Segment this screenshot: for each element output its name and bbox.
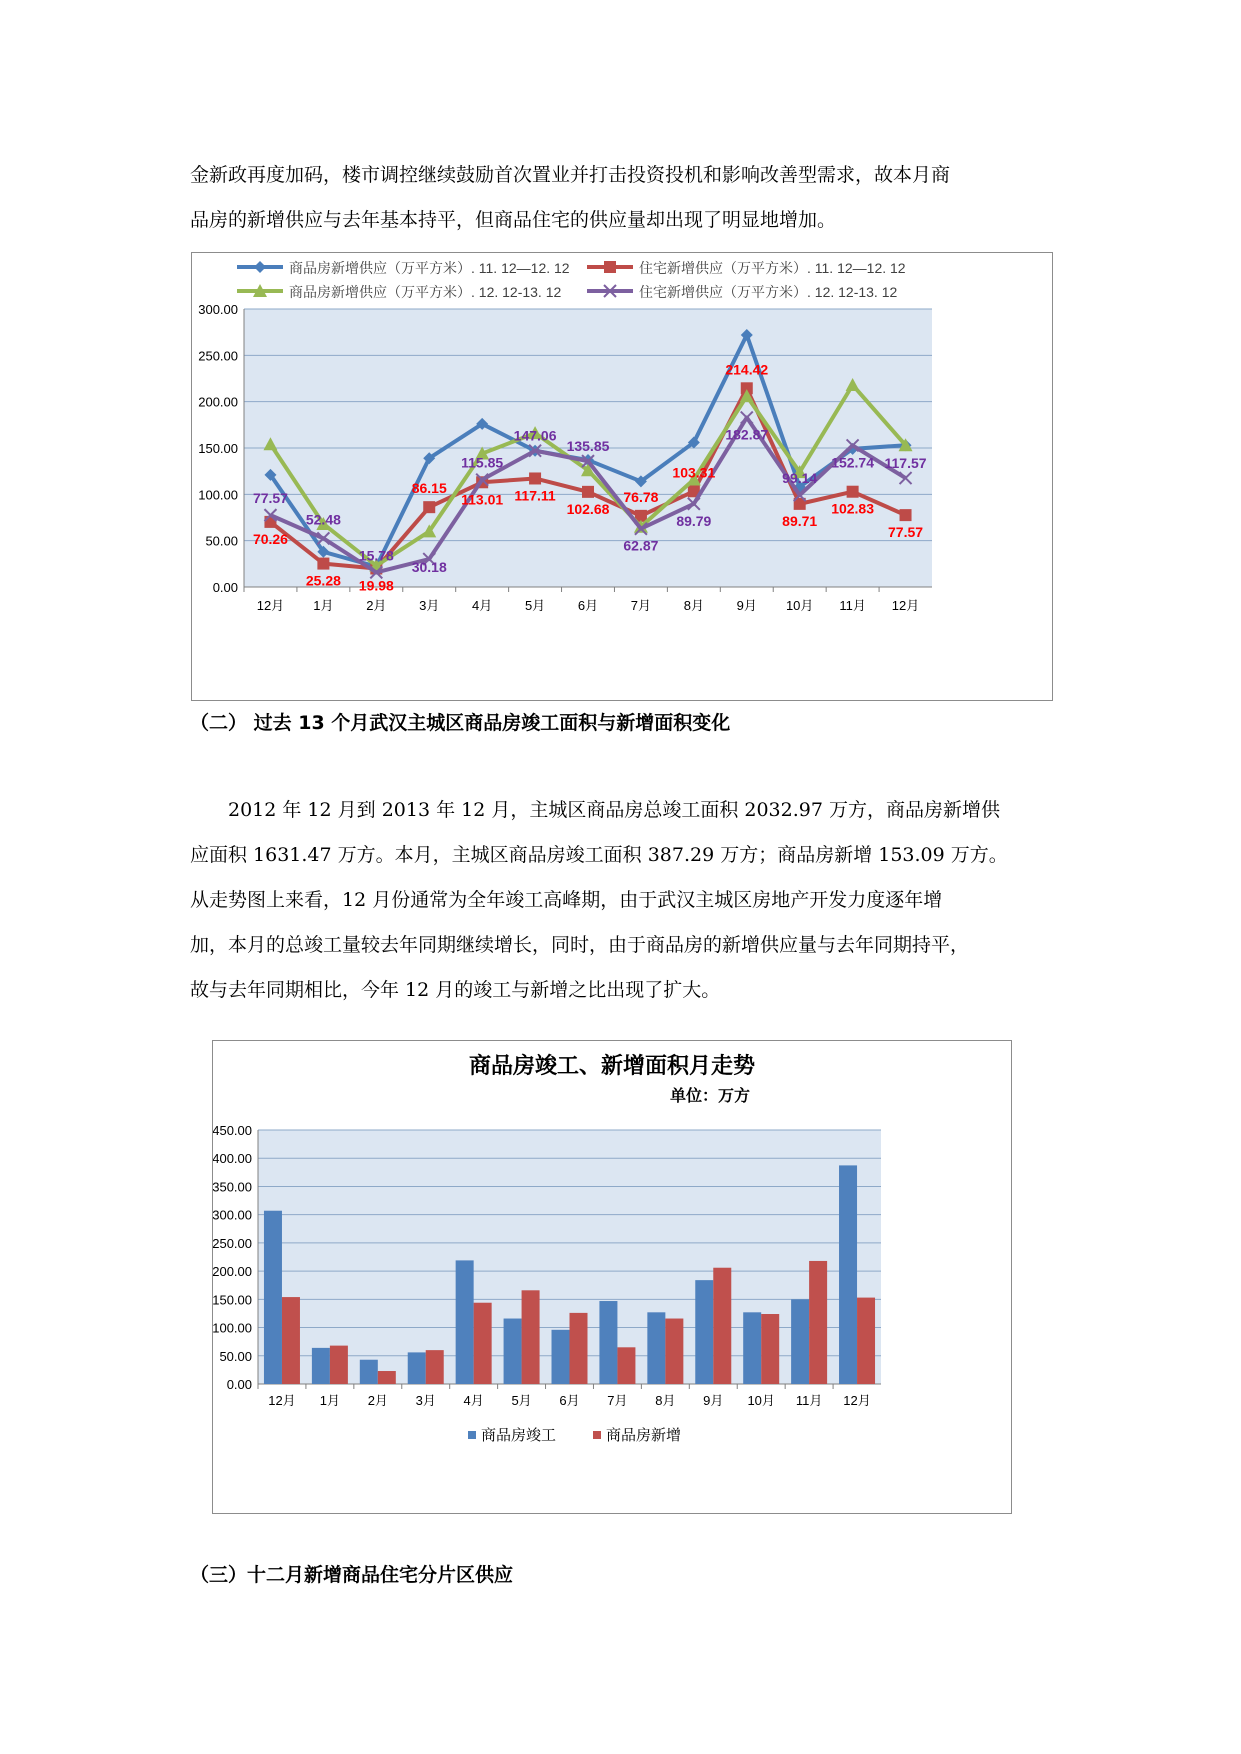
legend-marker (604, 261, 616, 273)
legend-item (237, 284, 562, 300)
legend-item (587, 260, 906, 276)
x-tick-label: 8月 (655, 1393, 676, 1408)
bar (839, 1165, 857, 1384)
data-label: 113.01 (461, 491, 504, 508)
y-tick-label: 100.00 (213, 1320, 252, 1336)
bar (552, 1330, 570, 1384)
data-label: 103.31 (672, 464, 716, 481)
body-line-1: 2012 年 12 月到 2013 年 12 月，主城区商品房总竣工面积 2032.97 万方，商品房新增供 (228, 799, 1000, 821)
y-tick-label: 400.00 (213, 1151, 252, 1167)
bar (408, 1352, 426, 1384)
y-tick-label: 200.00 (198, 394, 238, 410)
data-label: 99.14 (782, 470, 818, 487)
data-label: 214.42 (725, 361, 769, 378)
body-line-4: 加，本月的总竣工量较去年同期继续增长，同时，由于商品房的新增供应量与去年同期持平， (190, 934, 970, 956)
legend-item (468, 1427, 556, 1444)
data-label: 19.98 (358, 577, 394, 594)
legend-item (587, 284, 898, 300)
bar (857, 1298, 875, 1384)
data-point (847, 486, 859, 498)
y-tick-label: 0.00 (226, 1377, 252, 1392)
legend-marker (254, 261, 266, 273)
data-label: 70.26 (252, 530, 288, 547)
x-tick-label: 11月 (839, 598, 866, 613)
data-label: 76.78 (623, 488, 659, 505)
bar (809, 1261, 827, 1384)
legend-label: 商品房新增供应（万平方米）. 11. 12—12. 12 (289, 260, 570, 276)
bar (617, 1347, 635, 1384)
data-label: 77.57 (252, 490, 288, 507)
data-label: 86.15 (411, 480, 447, 497)
data-label: 25.28 (305, 572, 341, 589)
data-label: 52.48 (305, 511, 341, 528)
x-tick-label: 6月 (577, 598, 599, 613)
legend-label: 住宅新增供应（万平方米）. 12. 12-13. 12 (639, 284, 898, 300)
x-tick-label: 1月 (313, 598, 334, 613)
data-label: 152.74 (831, 454, 875, 471)
data-label: 102.83 (831, 500, 875, 517)
x-tick-label: 9月 (736, 598, 757, 613)
bar (665, 1319, 683, 1384)
x-tick-label: 4月 (472, 598, 493, 613)
x-tick-label: 12月 (891, 598, 920, 613)
legend-label: 商品房新增供应（万平方米）. 12. 12-13. 12 (289, 284, 562, 300)
data-label: 89.79 (676, 512, 712, 529)
data-label: 117.11 (514, 487, 556, 504)
bar (330, 1346, 348, 1384)
x-tick-label: 9月 (703, 1393, 724, 1408)
data-label: 117.57 (884, 455, 927, 472)
y-tick-label: 250.00 (213, 1235, 252, 1251)
y-tick-label: 450.00 (213, 1123, 252, 1138)
y-tick-label: 50.00 (205, 533, 238, 549)
x-tick-label: 2月 (367, 1393, 388, 1408)
y-tick-label: 50.00 (219, 1348, 252, 1364)
intro-line-2: 品房的新增供应与去年基本持平，但商品住宅的供应量却出现了明显地增加。 (190, 209, 837, 231)
bar (522, 1290, 540, 1384)
x-tick-label: 7月 (607, 1393, 628, 1408)
body-line-2: 应面积 1631.47 万方。本月，主城区商品房竣工面积 387.29 万方；商品房新增 153.09 万方。 (190, 844, 1008, 866)
legend-label: 商品房竣工 (481, 1427, 557, 1444)
body-line-5: 故与去年同期相比，今年 12 月的竣工与新增之比出现了扩大。 (190, 979, 721, 1001)
bar (743, 1312, 761, 1384)
y-tick-label: 200.00 (213, 1264, 252, 1280)
legend-label: 住宅新增供应（万平方米）. 11. 12—12. 12 (639, 260, 906, 276)
bar (474, 1303, 492, 1384)
bar (426, 1350, 444, 1384)
bar (312, 1348, 330, 1384)
data-label: 147.06 (513, 427, 557, 444)
bar (713, 1268, 731, 1384)
bar (647, 1312, 665, 1384)
x-tick-label: 5月 (511, 1393, 532, 1408)
completion-bar-chart (212, 1040, 1012, 1514)
intro-line-1: 金新政再度加码，楼市调控继续鼓励首次置业并打击投资投机和影响改善型需求，故本月商 (190, 164, 951, 186)
x-tick-label: 1月 (319, 1393, 341, 1408)
x-tick-label: 10月 (785, 598, 814, 613)
bar (695, 1280, 713, 1384)
data-label: 15.78 (358, 547, 394, 564)
x-tick-label: 12月 (268, 1393, 296, 1408)
bar (264, 1211, 282, 1384)
bar (456, 1260, 474, 1384)
y-tick-label: 150.00 (213, 1292, 252, 1308)
y-tick-label: 100.00 (198, 487, 238, 503)
y-tick-label: 300.00 (213, 1207, 252, 1223)
x-tick-label: 8月 (683, 598, 704, 613)
body-line-3: 从走势图上来看，12 月份通常为全年竣工高峰期，由于武汉主城区房地产开发力度逐年增 (190, 889, 943, 911)
bar (504, 1319, 522, 1384)
data-label: 182.87 (725, 426, 769, 443)
bar (791, 1299, 809, 1384)
body-paragraph (190, 788, 1050, 1013)
x-tick-label: 11月 (795, 1393, 823, 1408)
x-tick-label: 2月 (366, 598, 387, 613)
legend-swatch (593, 1431, 601, 1439)
legend-swatch (468, 1431, 476, 1439)
y-tick-label: 0.00 (212, 580, 238, 595)
x-tick-label: 10月 (747, 1393, 775, 1408)
section-3-heading: （三）十二月新增商品住宅分片区供应 (190, 1564, 514, 1586)
x-tick-label: 12月 (256, 598, 285, 613)
x-tick-label: 12月 (843, 1393, 871, 1408)
bar (599, 1301, 617, 1384)
data-point (900, 509, 912, 521)
legend-item (237, 260, 570, 276)
legend-label: 商品房新增 (606, 1427, 682, 1444)
data-point (582, 486, 594, 498)
y-tick-label: 350.00 (213, 1179, 252, 1195)
x-tick-label: 6月 (559, 1393, 580, 1408)
x-tick-label: 5月 (524, 598, 546, 613)
supply-line-chart-svg (192, 253, 1052, 700)
bar (378, 1371, 396, 1384)
completion-bar-chart-svg (213, 1041, 1011, 1513)
data-label: 30.18 (411, 559, 447, 576)
data-label: 115.85 (461, 454, 504, 471)
bar (570, 1313, 588, 1384)
bar (282, 1297, 300, 1384)
bar (761, 1314, 779, 1384)
section-2-heading: （二） 过去 13 个月武汉主城区商品房竣工面积与新增面积变化 (190, 712, 731, 734)
bar (360, 1360, 378, 1384)
x-tick-label: 4月 (463, 1393, 484, 1408)
supply-line-chart (191, 252, 1053, 701)
x-tick-label: 3月 (415, 1393, 436, 1408)
data-point (529, 472, 541, 484)
data-label: 102.68 (566, 500, 610, 517)
x-tick-label: 7月 (630, 598, 652, 613)
y-tick-label: 250.00 (198, 348, 238, 364)
data-label: 89.71 (782, 512, 818, 529)
data-label: 135.85 (566, 438, 610, 455)
data-point (423, 501, 435, 513)
y-tick-label: 300.00 (198, 302, 238, 317)
intro-paragraph (190, 153, 1050, 243)
data-point (317, 558, 329, 570)
chart-subtitle: 单位：万方 (669, 1086, 751, 1105)
y-tick-label: 150.00 (198, 441, 238, 456)
chart-title: 商品房竣工、新增面积月走势 (468, 1054, 756, 1079)
data-label: 77.57 (888, 524, 924, 541)
legend-item (593, 1427, 681, 1444)
data-label: 62.87 (623, 537, 659, 554)
x-tick-label: 3月 (419, 598, 440, 613)
